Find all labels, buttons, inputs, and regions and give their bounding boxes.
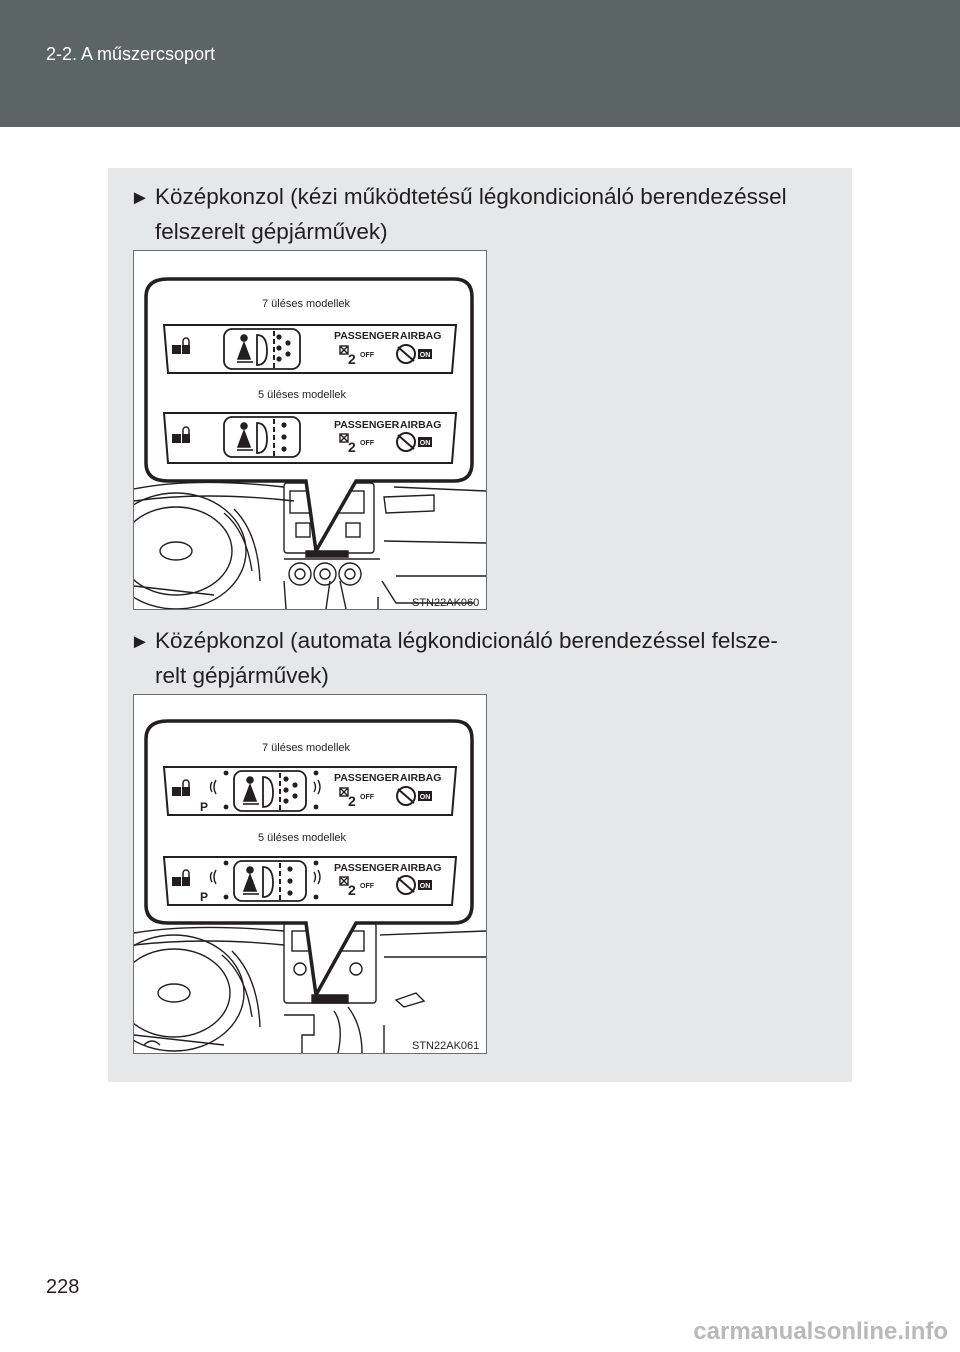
svg-text:PASSENGER: PASSENGER — [334, 772, 400, 784]
svg-text:ON: ON — [419, 440, 431, 447]
section-title: 2-2. A műszercsoport — [46, 44, 216, 64]
svg-text:2: 2 — [348, 882, 356, 898]
bullet-arrow-icon: ► — [130, 631, 150, 653]
page-number: 228 — [46, 1276, 80, 1298]
bullet-line-2: felszerelt gépjárművek) — [155, 219, 388, 244]
label-7-seat: 7 üléses modellek — [261, 742, 351, 754]
svg-text:ON: ON — [419, 883, 431, 890]
figure-auto-ac — [133, 694, 487, 1054]
svg-text:AIRBAG: AIRBAG — [400, 862, 442, 874]
figure-code: STN22AK061 — [412, 1040, 480, 1052]
svg-text:ON: ON — [419, 352, 431, 359]
label-5-seat: 5 üléses modellek — [257, 832, 347, 844]
page-header — [0, 0, 960, 127]
svg-text:2: 2 — [348, 351, 356, 367]
watermark: carmanualsonline.info — [693, 1318, 948, 1345]
svg-text:AIRBAG: AIRBAG — [400, 330, 442, 342]
svg-text:AIRBAG: AIRBAG — [400, 772, 442, 784]
svg-text:ON: ON — [419, 794, 431, 801]
bullet-line-1: Középkonzol (automata légkondicionáló berendezéssel felsze- — [155, 628, 778, 653]
bullet-arrow-icon: ► — [130, 187, 150, 209]
park-icon: P — [200, 800, 209, 814]
svg-text:OFF: OFF — [360, 883, 374, 890]
svg-text:PASSENGER: PASSENGER — [334, 330, 400, 342]
svg-text:OFF: OFF — [360, 794, 374, 801]
svg-text:PASSENGER: PASSENGER — [334, 862, 400, 874]
svg-text:AIRBAG: AIRBAG — [400, 419, 442, 431]
svg-text:2: 2 — [348, 793, 356, 809]
svg-text:OFF: OFF — [360, 352, 374, 359]
bullet-manual-ac — [130, 180, 828, 248]
svg-text:2: 2 — [348, 439, 356, 455]
callout-bubble — [146, 279, 472, 551]
bullet-line-2: relt gépjárművek) — [155, 663, 329, 688]
label-5-seat: 5 üléses modellek — [257, 389, 347, 401]
bullet-line-1: Középkonzol (kézi működtetésű légkondicionáló berendezéssel — [155, 184, 787, 209]
svg-text:PASSENGER: PASSENGER — [334, 419, 400, 431]
bullet-auto-ac — [130, 624, 828, 692]
figure-code: STN22AK060 — [412, 597, 480, 609]
figure-manual-ac — [133, 250, 487, 610]
label-7-seat: 7 üléses modellek — [261, 298, 351, 310]
svg-text:P: P — [200, 890, 209, 904]
svg-text:OFF: OFF — [360, 440, 374, 447]
